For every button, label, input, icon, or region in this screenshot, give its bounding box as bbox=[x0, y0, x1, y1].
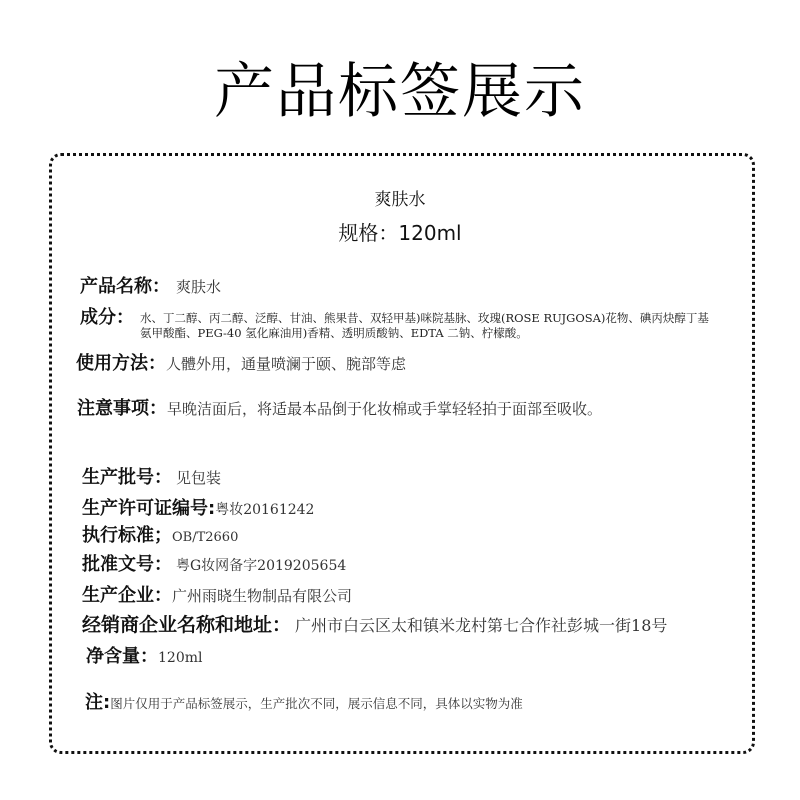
field-distributor bbox=[82, 610, 667, 637]
field-precautions bbox=[77, 394, 602, 420]
field-key: 执行标准； bbox=[82, 525, 172, 546]
field-key: 注意事项： bbox=[77, 398, 167, 419]
field-batch-number bbox=[82, 463, 221, 489]
field-key: 成分： bbox=[80, 307, 134, 328]
field-key: 净含量： bbox=[86, 646, 158, 667]
field-ingredients bbox=[80, 308, 710, 341]
product-spec: 规格：120ml bbox=[338, 221, 462, 245]
field-key: 经销商企业名称和地址： bbox=[82, 614, 292, 636]
field-license-number bbox=[82, 494, 314, 520]
field-usage bbox=[76, 349, 406, 375]
field-value: 120ml bbox=[158, 650, 203, 666]
product-name-heading: 爽肤水 bbox=[374, 190, 426, 210]
field-key: 产品名称： bbox=[80, 276, 170, 297]
note-text: 图片仅用于产品标签展示，生产批次不同，展示信息不同，具体以实物为准 bbox=[110, 696, 523, 711]
page-title: 产品标签展示 bbox=[214, 57, 586, 127]
field-key: 使用方法： bbox=[76, 353, 166, 374]
field-standard bbox=[82, 521, 238, 547]
field-value: 早晚洁面后，将适最本品倒于化妆棉或手掌轻轻拍于面部至吸收。 bbox=[167, 400, 603, 418]
field-value: 见包装 bbox=[176, 469, 222, 487]
field-product-name bbox=[80, 272, 221, 298]
field-value: OB/T2660 bbox=[172, 530, 239, 545]
field-net-content bbox=[86, 642, 202, 668]
field-key: 批准文号： bbox=[82, 554, 172, 575]
note-key: 注: bbox=[85, 692, 111, 713]
field-value: 爽肤水 bbox=[176, 278, 222, 296]
field-value: 粤妆20161242 bbox=[215, 502, 315, 518]
field-value: 广州市白云区太和镇米龙村第七合作社彭城一街18号 bbox=[295, 616, 668, 635]
field-manufacturer bbox=[82, 581, 352, 607]
field-approval-number bbox=[82, 550, 346, 576]
field-value: 粤G妆网备字2019205654 bbox=[176, 558, 347, 574]
disclaimer-note bbox=[85, 688, 523, 714]
field-key: 生产批号： bbox=[82, 467, 172, 488]
field-value: 人體外用，通量喷澜于颐、腕部等虑 bbox=[166, 355, 407, 373]
field-key: 生产企业： bbox=[82, 585, 172, 606]
field-value: 广州雨晓生物制品有限公司 bbox=[172, 587, 353, 605]
field-value: 水、丁二醇、丙二醇、泛醇、甘油、熊果昔、双轻甲基)咪院基脉、玫瑰(ROSE RUJGOSA)花物、碘丙炔醇丁基氨甲酸酯、PEG-40 氢化麻油用)香精、透明质酸钠、EDTA 二钠、柠檬酸。 bbox=[140, 311, 709, 340]
field-key: 生产许可证编号: bbox=[82, 498, 216, 519]
